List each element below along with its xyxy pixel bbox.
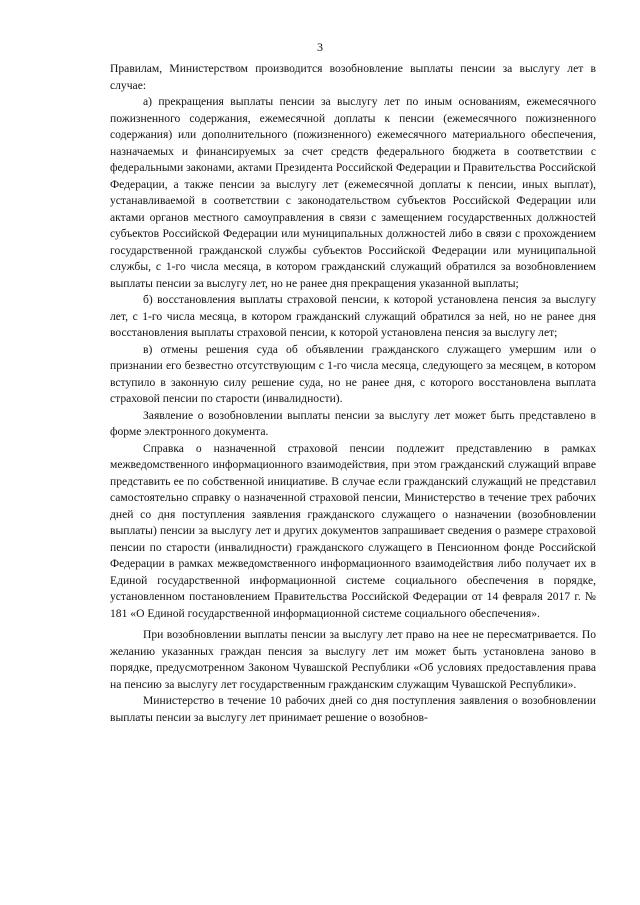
- paragraph-ministry-decision: Министерство в течение 10 рабочих дней со дня поступления заявления о возобновлении выплаты пенсии за выслугу лет принимает решение о возобнов-: [110, 694, 596, 724]
- paragraph-item-a: а) прекращения выплаты пенсии за выслугу лет по иным основаниям, ежемесячного пожизненного содержания, ежемесячной доплаты к пенсии (ежемесячного пожизненного содержания) или дополнительного (пожизненного) ежемесячного материального обеспечения, назначаемых и финансируемых за счет средств федерального бюджета в соответствии с федеральными законами, актами Президента Российской Федерации и Правительства Российской Федерации, а также пенсии за выслугу лет (ежемесячной доплаты к пенсии, иных выплат), устанавливаемой в соответствии с законодательством субъектов Российской Федерации или актами органов местного самоуправления в связи с замещением государственных должностей субъектов Российской Федерации или муниципальных должностей либо в связи с прохождением государственной гражданской службы субъектов Российской Федерации или муниципальной службы, с 1-го числа месяца, в котором гражданский служащий обратился за возобновлением выплаты пенсии за выслугу лет, но не ранее дня прекращения указанной выплаты;: [110, 95, 596, 290]
- paragraph-item-v: в) отмены решения суда об объявлении гражданского служащего умершим или о признании его безвестно отсутствующим с 1-го числа месяца, следующего за месяцем, в котором вступило в законную силу решение суда, но не ранее дня, с которого восстановлена выплата страховой пенсии по старости (инвалидности).: [110, 342, 596, 405]
- page-number: 3: [317, 40, 323, 54]
- paragraph-intro: Правилам, Министерством производится возобновление выплаты пенсии за выслугу лет в случае:: [110, 62, 596, 92]
- paragraph-electronic-application: Заявление о возобновлении выплаты пенсии за выслугу лет может быть представлено в форме электронного документа.: [110, 408, 596, 438]
- paragraph-item-b: б) восстановления выплаты страховой пенсии, к которой установлена пенсия за выслугу лет, с 1-го числа месяца, в котором гражданский служащий обратился за ней, но не ранее дня восстановления выплаты страховой пенсии, к которой установлена пенсия за выслугу лет;: [110, 293, 596, 339]
- document-body: [110, 61, 596, 726]
- paragraph-resumption-rights: При возобновлении выплаты пенсии за выслугу лет право на нее не пересматривается. По желанию указанных граждан пенсия за выслугу лет им может быть установлена заново в порядке, предусмотренном Законом Чувашской Республики «Об условиях предоставления права на пенсию за выслугу лет государственным гражданским служащим Чувашской Республики».: [110, 628, 596, 691]
- paragraph-pension-certificate: Справка о назначенной страховой пенсии подлежит представлению в рамках межведомственного информационного взаимодействия, при этом гражданский служащий вправе представить ее по собственной инициативе. В случае если гражданский служащий не представил самостоятельно справку о назначенной страховой пенсии, Министерство в течение трех рабочих дней со дня поступления заявления гражданского служащего о назначении (возобновлении выплаты) пенсии за выслугу лет и других документов запрашивает сведения о размере страховой пенсии по старости (инвалидности) гражданского служащего в Пенсионном фонде Российской Федерации в рамках межведомственного информационного взаимодействия либо получает их в Единой государственной информационной системе социального обеспечения в порядке, установленном постановлением Правительства Российской Федерации от 14 февраля 2017 г. № 181 «О Единой государственной информационной системе социального обеспечения».: [110, 441, 596, 620]
